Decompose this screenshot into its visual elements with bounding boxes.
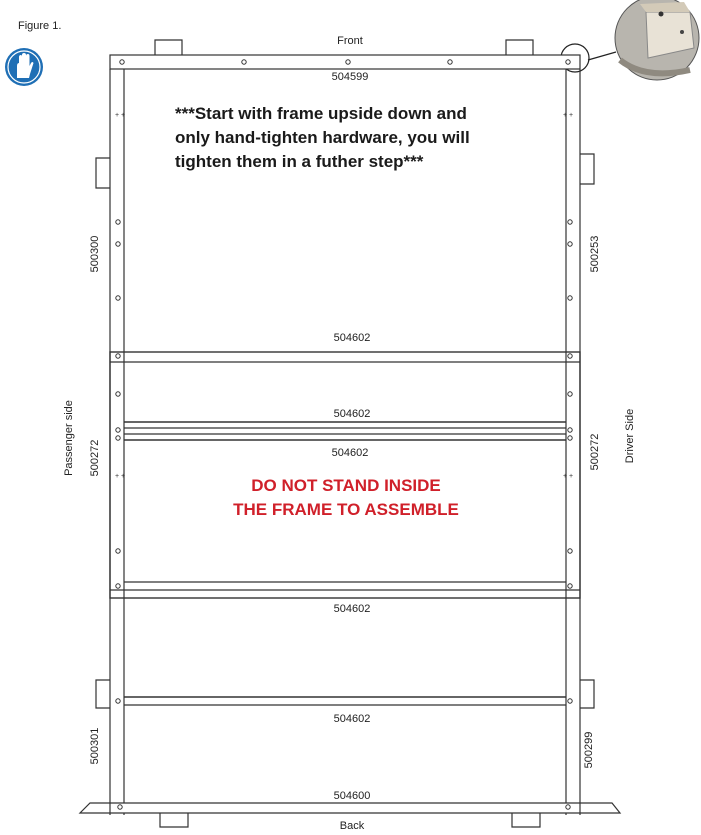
part-cross-4: 504602 bbox=[333, 603, 371, 615]
part-cross-3: 504602 bbox=[331, 447, 369, 459]
part-cross-2: 504602 bbox=[333, 408, 371, 420]
middle-section bbox=[110, 352, 580, 598]
back-rail bbox=[80, 803, 620, 813]
part-driver-middle: 500272 bbox=[589, 433, 601, 471]
gloves-required-icon bbox=[5, 48, 43, 86]
instruction-line-3: tighten them in a futher step*** bbox=[175, 152, 424, 171]
side-bracket-pu bbox=[96, 158, 110, 188]
instruction-line-1: ***Start with frame upside down and bbox=[175, 104, 467, 123]
svg-text:+ +: + + bbox=[563, 473, 574, 480]
svg-text:+ +: + + bbox=[563, 112, 574, 119]
front-rail bbox=[110, 55, 580, 69]
instruction-line-2: only hand-tighten hardware, you will bbox=[175, 128, 470, 147]
part-driver-upper: 500253 bbox=[589, 235, 601, 273]
part-passenger-middle: 500272 bbox=[89, 439, 101, 477]
corner-detail-callout bbox=[561, 0, 699, 80]
back-label: Back bbox=[339, 820, 365, 832]
front-bracket-left bbox=[155, 40, 182, 55]
part-passenger-upper: 500300 bbox=[89, 235, 101, 273]
back-bracket-right bbox=[512, 813, 540, 827]
part-cross-5: 504602 bbox=[333, 713, 371, 725]
front-label: Front bbox=[337, 35, 363, 47]
warning-line-2: THE FRAME TO ASSEMBLE bbox=[233, 500, 459, 519]
side-bracket-pl bbox=[96, 680, 110, 708]
figure-label: Figure 1. bbox=[18, 20, 62, 32]
svg-text:+ +: + + bbox=[115, 473, 126, 480]
part-passenger-lower: 500301 bbox=[89, 727, 101, 765]
part-driver-lower: 500299 bbox=[583, 731, 595, 769]
part-cross-1: 504602 bbox=[333, 332, 371, 344]
svg-text:+ +: + + bbox=[115, 112, 126, 119]
driver-side-label: Driver Side bbox=[624, 408, 636, 464]
front-bracket-right bbox=[506, 40, 533, 55]
side-bracket-du bbox=[580, 154, 594, 184]
side-bracket-dl bbox=[580, 680, 594, 708]
part-back-rail: 504600 bbox=[333, 790, 371, 802]
part-front-rail: 504599 bbox=[331, 71, 369, 83]
back-bracket-left bbox=[160, 813, 188, 827]
warning-line-1: DO NOT STAND INSIDE bbox=[251, 476, 441, 495]
passenger-side-label: Passenger side bbox=[63, 400, 75, 476]
